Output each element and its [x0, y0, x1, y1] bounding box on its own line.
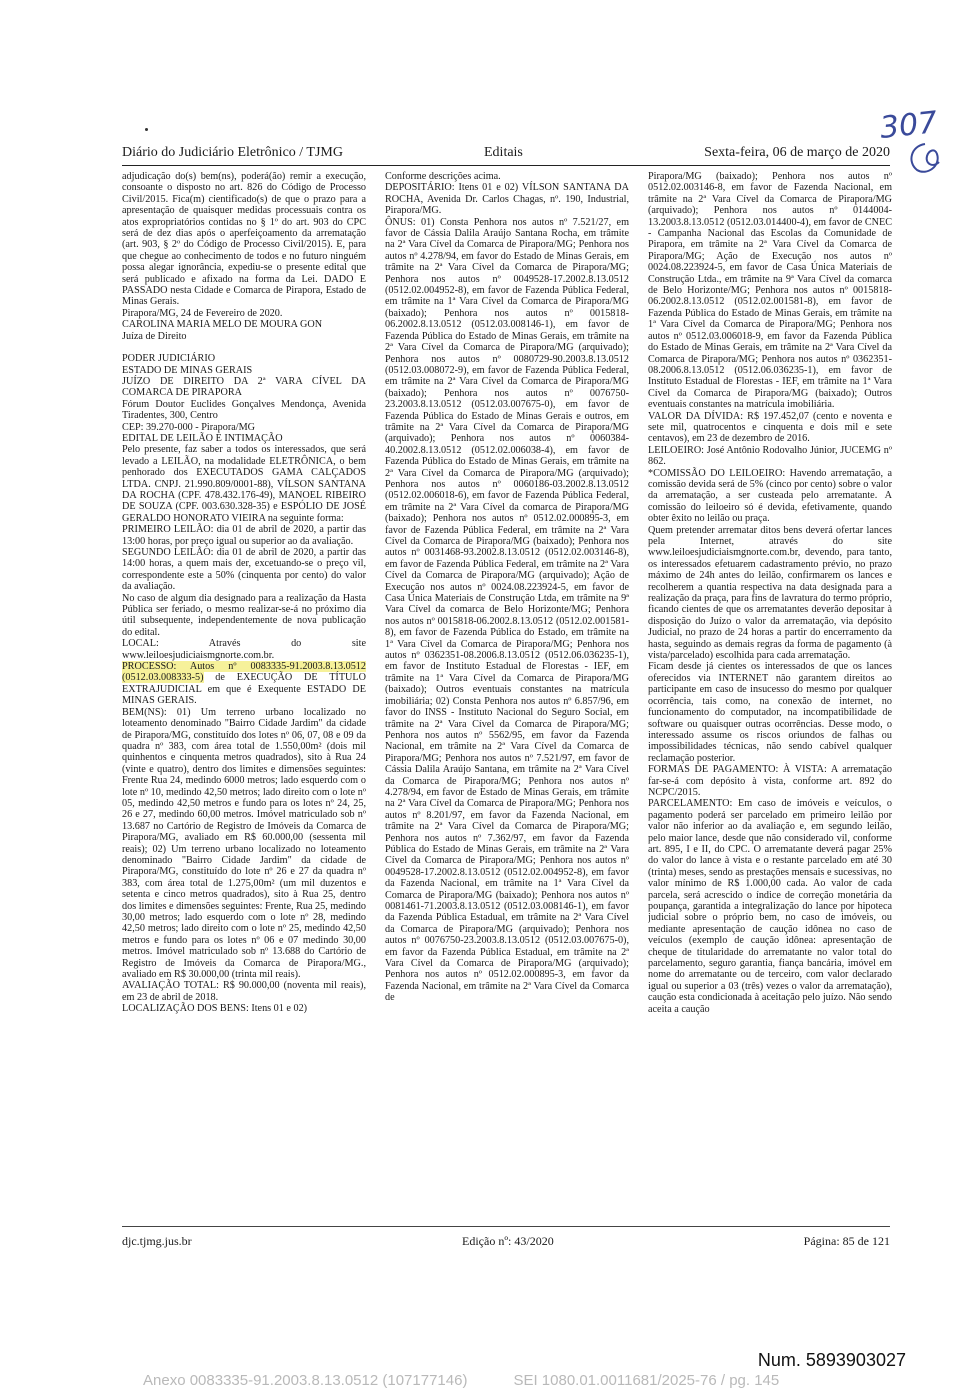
paragraph: *COMISSÃO DO LEILOEIRO: Havendo arrematação, a comissão devida será de 5% (cinco por cento) sobre o valor da arrematação, a ser custeada pelo arrematante. A comissão do leiloeiro só é devida, efetivamente, quando obter êxito no leilão ou praça.	[648, 467, 892, 525]
paragraph: PARCELAMENTO: Em caso de imóveis e veículos, o pagamento poderá ser parcelado em primeiro leilão por valor não inferior ao da avaliação e, em segundo leilão, pelo maior lance, desde que não considerado vil, conforme art. 895, I e II, do CPC. O arrematante deverá pagar 25% do valor do lance à vista e o restante parcelado em até 30 (trinta) meses, sendo as prestações mensais e sucessivas, no valor mínimo de R$ 1.000,00 cada. Ao valor de cada parcela, será acrescido o índice de correção monetária da poupança, garantida a integralização do lance por hipoteca judicial sobre o próprio bem, no caso de imóveis, ou mediante apresentação de caução idônea no caso de veículos (exemplo de caução idônea: apresentação de cheque de titularidade do arrematante no valor total do parcelamento, seguro garantia, fiança bancária, imóvel em nome do arrematante ou de terceiro, com valor declarado igual ou superior a 03 (três) vezes o valor da arrematação), caução esta condicionada à aceitação pelo juízo. Não sendo aceita a caução	[648, 798, 892, 1015]
document-number-stamp: Num. 5893903027	[757, 1350, 906, 1370]
column-2	[385, 171, 629, 1211]
paragraph: LOCAL: Através do site www.leiloesjudiciaismgnorte.com.br.	[122, 638, 366, 661]
paragraph: Ficam desde já cientes os interessados de que os lances oferecidos via INTERNET não garantem direitos ao participante em caso de insucesso do mesmo por qualquer ocorrência, tais como, na conexão de internet, no funcionamento do computador, na incompatibilidade de software ou quaisquer outras ocorrências. Desse modo, o interessado assume os riscos oriundos de falhas ou impossibilidades técnicas, não sendo cabível qualquer reclamação posterior.	[648, 661, 892, 764]
paragraph: VALOR DA DÍVIDA: R$ 197.452,07 (cento e noventa e sete mil, quatrocentos e cinquenta e dois mil e sete centavos), em 23 de dezembro de 2016.	[648, 410, 892, 445]
paragraph: JUÍZO DE DIREITO DA 2ª VARA CÍVEL DA COMARCA DE PIRAPORA	[122, 375, 366, 399]
paragraph: ÔNUS: 01) Consta Penhora nos autos nº 7.521/27, em favor de Cássia Dalila Araújo Santana Rocha, em trâmite na 2ª Vara Cível da Comarca de Pirapora/MG; Penhora nos autos nº 4.278/94, em favor do Estado de Minas Gerais, em trâmite na 2ª Vara Cível da Comarca de Pirapora/MG; Penhora nos autos nº 0049528-17.2002.8.13.0512 (0512.02.004952-8), em favor de Fazenda Pública Federal, em trâmite na 1ª Vara Cível da Comarca de Pirapora/MG (baixado); Penhora nos autos nº 0015818-06.2002.8.13.0512 (0512.03.008146-1), em favor de Fazenda Pública do Estado de Minas Gerais, em trâmite na 2ª Vara Cível da Comarca de Pirapora/MG (arquivado); Penhora nos autos nº 0080729-90.2003.8.13.0512 (0512.03.008072-9), em favor de Fazenda Pública Federal, em trâmite na 2ª Vara Cível da Comarca de Pirapora/MG (baixado); Penhora nos autos nº 0076750-23.2003.8.13.0512 (0512.03.007675-0), em favor de Fazenda Pública do Estado de Minas Gerais e outros, em trâmite na 2ª Vara Cível da Comarca de Pirapora/MG (arquivado); Penhora nos autos nº 0060384-40.2002.8.13.0512 (0512.02.006038-4), em favor de Fazenda Pública do Estado de Minas Gerais, em trâmite na 2ª Vara Cível da Comarca de Pirapora/MG (arquivado); Penhora nos autos nº 0060186-03.2002.8.13.0512 (0512.02.006018-6), em favor de Fazenda Pública Federal, em trâmite na 2ª Vara Cível da comarca de Pirapora/MG (baixado); Penhora nos autos nº 0512.02.000895-3, em favor de Fazenda Pública Federal, em trâmite na 2ª Vara Cível da Comarca de Pirapora/MG (baixado); Penhora nos autos nº 0031468-93.2002.8.13.0512 (0512.02.003146-8), em favor de Fazenda Pública Federal, em trâmite na 2ª Vara Cível da Comarca de Pirapora/MG (arquivado); Ação de Execução nos autos nº 0024.08.223924-5, em favor de Casa Única Materiais de Construção Ltda, em trâmite na 9ª Vara Cível da comarca de Belo Horizonte/MG; Penhora nos autos nº 0015818-06.2002.8.13.0512 (0512.02.001581-8), em favor de Fazenda Pública do Estado, em trâmite na 1ª Vara Cível da Comarca de Pirapora/MG; Penhora nos autos nº 0362351-08.2006.8.13.0512 (0512.06.036235-1), em favor de Instituto Estadual de Florestas - IEF, em trâmite na 1ª Vara Cível da Comarca de Pirapora/MG (baixado); Outros eventuais constantes na matrícula imobiliária; 02) Consta Penhora nos autos nº 6.857/96, em favor do INSS - Instituto Nacional do Seguro Social, em trâmite na 2ª Vara Cível da Comarca de Pirapora/MG; Penhora nos autos nº 5562/95, em favor da Fazenda Nacional, em trâmite na 2ª Vara Cível da Comarca de Pirapora/MG; Penhora nos autos nº 7.521/97, em favor de Cássia Dalila Araújo Santana, em trâmite na 2ª Vara Cível da Comarca de Pirapora/MG; Penhora nos autos nº 4.278/94, em favor de Estado de Minas Gerais, em trâmite na 2ª Vara Cível da Comarca de Pirapora/MG; Penhora nos autos nº 8.201/97, em favor da Fazenda Nacional, em trâmite na 2ª Vara Cível da Comarca de Pirapora/MG; Penhora nos autos nº 7.362/97, em favor da Fazenda Pública do Estado de Minas Gerais, em trâmite na 2ª Vara Cível da Comarca de Pirapora/MG; Penhora nos autos nº 0049528-17.2002.8.13.0512 (0512.02.004952-8), em favor da Fazenda Nacional, em trâmite na 1ª Vara Cível da Comarca de Pirapora/MG (baixado); Penhora nos autos nº 0081461-71.2003.8.13.0512 (0512.03.008146-1), em favor da Fazenda Pública Estadual, em trâmite na 2ª Vara Cível da Comarca de Pirapora/MG (arquivado); Penhora nos autos nº 0076750-23.2003.8.13.0512 (0512.03.007675-0), em favor da Fazenda Pública Estadual, em trâmite na 2ª Vara Cível da Comarca de Pirapora/MG (arquivado); Penhora nos autos nº 0512.02.000895-3, em favor da Fazenda Nacional, em trâmite na 2ª Vara Cível da Comarca de	[385, 216, 629, 1004]
paragraph: LOCALIZAÇÃO DOS BENS: Itens 01 e 02)	[122, 1003, 308, 1015]
section-title: Editais	[484, 145, 523, 160]
handwritten-page-number: 307	[878, 105, 939, 146]
process-description: de EXECUÇÃO DE TÍTULO EXTRAJUDICIAL em que é Exequente ESTADO DE MINAS GERAIS.	[122, 672, 366, 707]
paragraph: Quem pretender arrematar ditos bens deverá ofertar lances pela Internet, através do site www.leiloesjudiciaismgnorte.com.br, devendo, para tanto, os interessados efetuarem cadastramento prévio, no prazo máximo de 24h antes do leilão, confirmarem os lances e recolherem a quantia respectiva na data designada para a realização da praça, para fins de lavratura do termo próprio, ficando cientes de que os arrematantes deverão depositar à disposição do Juízo o valor da arrematação, via depósito Judicial, no prazo de 24 horas a partir do encerramento da hasta, seguindo as demais regras da forma de pagamento (à vista/parcelado) escolhida para cada arrematação.	[648, 524, 892, 662]
paragraph: ESTADO DE MINAS GERAIS	[122, 364, 253, 376]
paragraph: CEP: 39.270-000 - Pirapora/MG	[122, 421, 255, 433]
sei-reference: SEI 1080.01.0011681/2025-76 / pg. 145	[513, 1372, 780, 1389]
spacer	[122, 342, 366, 353]
footer-site: djc.tjmg.jus.br	[122, 1234, 192, 1248]
paragraph: Pelo presente, faz saber a todos os interessados, que será levado a LEILÃO, na modalidade ELETRÔNICA, o bem penhorado dos EXECUTADOS GAMA CALÇADOS LTDA. CNPJ. 21.990.809/0001-88), VÍLSON SANTANA DA ROCHA (CPF. 478.432.176-49), MANOEL RIBEIRO DE SOUZA (CPF. 003.630.328-35) e ESPÓLIO DE JOSÉ GERALDO HONORATO VIEIRA na seguinte forma:	[122, 444, 366, 524]
judge-name: CAROLINA MARIA MELO DE MOURA GON	[122, 319, 323, 331]
column-1	[122, 171, 366, 1211]
scan-speck	[145, 128, 148, 131]
paragraph: Pirapora/MG (baixado); Penhora nos autos nº 0512.02.003146-8, em favor de Fazenda Nacional, em trâmite na 2ª Vara Cível da Comarca de Pirapora/MG (arquivado); Penhora nos autos nº 0144004-13.2003.8.13.0512 (0512.03.014400-4), em favor de CNEC - Campanha Nacional das Escolas da Comunidade de Pirapora, em trâmite na 2ª Vara Cível da Comarca de Pirapora/MG; Ação de Execução nos autos nº 0024.08.223924-5, em favor de Casa Única Materiais de Construção Ltda., em trâmite na 9ª Vara Cível da comarca de Belo Horizonte/MG; Penhora nos autos nº 0015818-06.2002.8.13.0512 (0512.02.001581-8), em favor de Fazenda Pública do Estado de Minas Gerais, em trâmite na 1ª Vara Cível da Comarca de Pirapora/MG; Penhora nos autos nº 0512.03.006018-9, em favor da Fazenda Pública do Estado de Minas Gerais, em trâmite na 2ª Vara Cível da Comarca de Pirapora/MG; Penhora nos autos nº 0362351-08.2006.8.13.0512 (0512.06.036235-1), em favor de Instituto Estadual de Florestas - IEF, em trâmite na 1ª Vara Cível da Comarca de Pirapora/MG (baixado); Outros eventuais constantes na matrícula imobiliária.	[648, 171, 892, 411]
page-footer	[122, 1226, 890, 1249]
paragraph: PODER JUDICIÁRIO	[122, 353, 216, 365]
paragraph: SEGUNDO LEILÃO: dia 01 de abril de 2020, a partir das 14:00 horas, a quem mais der, excetuando-se o preço vil, correspondente este a 50% (cinquenta por cento) do valor da avaliação.	[122, 547, 366, 593]
journal-title: Diário do Judiciário Eletrônico / TJMG	[122, 145, 343, 160]
handwritten-initial-mark	[905, 140, 945, 176]
footer-edition: Edição nº: 43/2020	[462, 1234, 554, 1248]
paragraph: AVALIAÇÃO TOTAL: R$ 90.000,00 (noventa mil reais), em 23 de abril de 2018.	[122, 980, 366, 1003]
column-3	[648, 171, 892, 1211]
sei-watermark	[143, 1372, 779, 1389]
paragraph: No caso de algum dia designado para a realização da Hasta Pública ser feriado, o mesmo realizar-se-á no próximo dia útil subsequente, independentemente de nova publicação do edital.	[122, 592, 366, 638]
publication-date: Sexta-feira, 06 de março de 2020	[704, 145, 890, 160]
judge-title: Juíza de Direito	[122, 330, 187, 342]
paragraph: DEPOSITÁRIO: Itens 01 e 02) VÍLSON SANTANA DA ROCHA, Avenida Dr. Carlos Chagas, nº. 190, Industrial, Pirapora/MG.	[385, 182, 629, 217]
page-header	[122, 143, 890, 166]
paragraph: FORMAS DE PAGAMENTO: À VISTA: A arrematação far-se-á com depósito à vista, conforme art. 892 do NCPC/2015.	[648, 764, 892, 798]
process-number-highlight: PROCESSO: Autos nº 0083335-91.2003.8.13.0512 (0512.03.008333-5)	[122, 661, 366, 684]
paragraph: LEILOEIRO: José Antônio Rodovalho Júnior, JUCEMG nº 862.	[648, 444, 892, 468]
annex-reference: Anexo 0083335-91.2003.8.13.0512 (107177146)	[143, 1372, 468, 1389]
paragraph: Conforme descrições acima.	[385, 171, 501, 182]
process-paragraph	[122, 661, 366, 707]
paragraph: BEM(NS): 01) Um terreno urbano localizado no loteamento denominado "Bairro Cidade Jardim" da cidade de Pirapora/MG, constituído dos lotes nº 06, 07, 08 e 09 da quadra nº 383, com área total de 1.550,00m² (dois mil quinhentos e cinquenta metros quadrados), sito à Rua 24 (vinte e quatro), dentro dos limites e dimensões seguintes: Frente Rua 24, medindo 6000 metros; lado esquerdo com o lote nº 10, medindo 42,50 metros; lado direito com o lote nº 05, medindo 42,50 metros e fundo para os lotes nº 24, 25, 26 e 27, medindo 60,00 metros. Imóvel matriculado sob nº 13.687 no Cartório de Registro de Imóveis da Comarca de Pirapora/MG, avaliado em R$ 60.000,00 (sessenta mil reais); 02) Um terreno urbano localizado no loteamento denominado "Bairro Cidade Jardim" da cidade de Pirapora/MG, constituído do lote nº 26 e 27 da quadra nº 383, com área total de 1.275,00m² (um mil duzentos e setenta e cinco metros quadrados), sito à Rua 25, dentro dos limites e dimensões seguintes: Frente, Rua 25, medindo 30,00 metros; lado esquerdo com o lote nº 28, medindo 42,50 metros; lado direito com o lote nº 25, medindo 42,50 metros e fundo para os lotes nº 06 e 07 medindo 30,00 metros. Imóvel matriculado sob nº 13.688 do Cartório de Registro de Imóveis da Comarca de Pirapora/MG., avaliado em R$ 30.000,00 (trinta mil reais).	[122, 706, 366, 981]
paragraph: Fórum Doutor Euclides Gonçalves Mendonça, Avenida Tiradentes, 300, Centro	[122, 398, 366, 422]
paragraph: PRIMEIRO LEILÃO: dia 01 de abril de 2020, a partir das 13:00 horas, por preço igual ou superior ao da avaliação.	[122, 524, 366, 547]
edict-title: EDITAL DE LEILÃO E INTIMAÇÃO	[122, 432, 283, 444]
paragraph: Pirapora/MG, 24 de Fevereiro de 2020.	[122, 307, 283, 319]
footer-page-number: Página: 85 de 121	[803, 1234, 890, 1248]
paragraph: adjudicação do(s) bem(ns), poderá(ão) remir a execução, consoante o disposto no art. 826 do Código de Processo Civil/2015. Fica(m) cientificado(s) de que o prazo para a apresentação de quaisquer medidas processuais contra os atos expropriatórios contidas no § 1º do art. 903 do CPC será de dez dias após o aperfeiçoamento da arrematação (art. 903, § 2º do Código de Processo Civil/2015). E, para que chegue ao conhecimento de todos e no futuro ninguém possa alegar ignorância, expediu-se o presente edital que será publicado e afixado na forma da Lei. DADO E PASSADO nesta Cidade e Comarca de Pirapora, Estado de Minas Gerais.	[122, 171, 366, 308]
